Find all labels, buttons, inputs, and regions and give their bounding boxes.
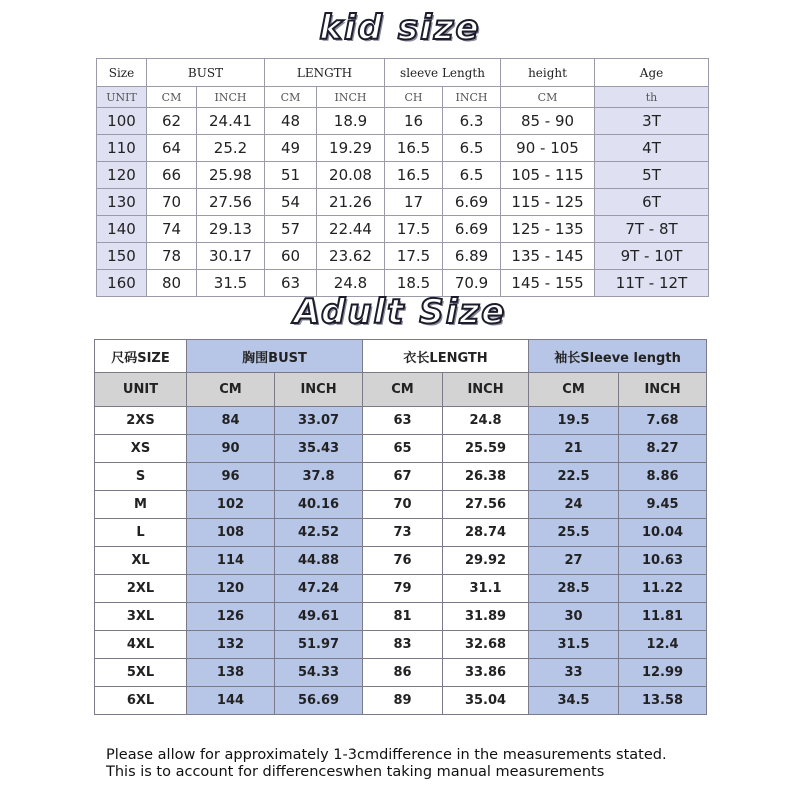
adult-size-row [95,659,707,687]
adult-cell-sleeve-inch: 12.4 [619,631,707,659]
kid-cell-sleeve-cm: 17 [385,189,443,216]
kid-cell-length-inch: 24.8 [317,270,385,297]
adult-cell-bust-cm: 132 [187,631,275,659]
kid-cell-length-cm: 49 [265,135,317,162]
adult-unit-bust-cm: CM [187,373,275,407]
kid-cell-length-cm: 48 [265,108,317,135]
kid-cell-size: 100 [97,108,147,135]
adult-size-row [95,631,707,659]
adult-cell-bust-inch: 51.97 [275,631,363,659]
kid-cell-bust-inch: 30.17 [197,243,265,270]
adult-unit-length-cm: CM [363,373,443,407]
adult-unit-label: UNIT [95,373,187,407]
adult-cell-sleeve-cm: 28.5 [529,575,619,603]
kid-unit-row [97,87,709,108]
kid-cell-size: 120 [97,162,147,189]
adult-cell-length-cm: 79 [363,575,443,603]
adult-unit-row [95,373,707,407]
adult-cell-bust-inch: 49.61 [275,603,363,631]
adult-size-row [95,491,707,519]
kid-header-size: Size [97,59,147,87]
adult-cell-bust-cm: 120 [187,575,275,603]
kid-cell-length-cm: 63 [265,270,317,297]
kid-cell-length-inch: 18.9 [317,108,385,135]
adult-cell-length-inch: 33.86 [443,659,529,687]
adult-cell-length-inch: 29.92 [443,547,529,575]
kid-unit-label: UNIT [97,87,147,108]
kid-cell-sleeve-cm: 17.5 [385,243,443,270]
adult-cell-length-inch: 24.8 [443,407,529,435]
kid-cell-sleeve-cm: 16 [385,108,443,135]
adult-cell-sleeve-inch: 11.81 [619,603,707,631]
adult-header-bust: 胸围BUST [187,340,363,373]
kid-cell-length-inch: 23.62 [317,243,385,270]
kid-unit-length-inch: INCH [317,87,385,108]
adult-header-length: 衣长LENGTH [363,340,529,373]
adult-cell-size: 4XL [95,631,187,659]
kid-cell-height: 105 - 115 [501,162,595,189]
adult-header-row [95,340,707,373]
adult-cell-bust-cm: 144 [187,687,275,715]
adult-unit-sleeve-inch: INCH [619,373,707,407]
kid-cell-bust-inch: 25.98 [197,162,265,189]
adult-cell-sleeve-cm: 31.5 [529,631,619,659]
kid-cell-sleeve-inch: 6.5 [443,162,501,189]
adult-cell-sleeve-cm: 21 [529,435,619,463]
kid-cell-sleeve-inch: 6.3 [443,108,501,135]
kid-unit-sleeve-inch: INCH [443,87,501,108]
adult-size-row [95,687,707,715]
measurement-note-line-1: Please allow for approximately 1-3cmdifference in the measurements stated. [106,747,667,763]
adult-cell-sleeve-cm: 34.5 [529,687,619,715]
adult-size-row [95,519,707,547]
kid-cell-bust-cm: 74 [147,216,197,243]
kid-unit-height: CM [501,87,595,108]
kid-cell-age: 4T [595,135,709,162]
adult-cell-length-cm: 65 [363,435,443,463]
adult-cell-sleeve-cm: 27 [529,547,619,575]
kid-header-height: height [501,59,595,87]
kid-cell-length-cm: 54 [265,189,317,216]
adult-cell-sleeve-inch: 10.04 [619,519,707,547]
kid-cell-height: 90 - 105 [501,135,595,162]
adult-cell-size: 2XS [95,407,187,435]
adult-cell-bust-inch: 54.33 [275,659,363,687]
adult-size-row [95,575,707,603]
adult-cell-bust-cm: 108 [187,519,275,547]
adult-cell-size: S [95,463,187,491]
kid-cell-length-cm: 57 [265,216,317,243]
adult-cell-length-cm: 76 [363,547,443,575]
adult-cell-size: 6XL [95,687,187,715]
kid-size-row [97,135,709,162]
kid-cell-length-cm: 51 [265,162,317,189]
kid-cell-size: 130 [97,189,147,216]
kid-cell-age: 6T [595,189,709,216]
kid-cell-bust-inch: 25.2 [197,135,265,162]
kid-cell-length-cm: 60 [265,243,317,270]
adult-cell-length-inch: 28.74 [443,519,529,547]
adult-cell-size: L [95,519,187,547]
kid-cell-size: 150 [97,243,147,270]
kid-header-length: LENGTH [265,59,385,87]
adult-cell-bust-inch: 47.24 [275,575,363,603]
adult-header-size: 尺码SIZE [95,340,187,373]
adult-cell-bust-cm: 90 [187,435,275,463]
kid-size-row [97,189,709,216]
kid-cell-size: 140 [97,216,147,243]
adult-cell-sleeve-cm: 30 [529,603,619,631]
adult-cell-length-inch: 26.38 [443,463,529,491]
adult-cell-sleeve-inch: 8.86 [619,463,707,491]
adult-cell-bust-inch: 42.52 [275,519,363,547]
adult-cell-sleeve-cm: 24 [529,491,619,519]
adult-cell-length-inch: 27.56 [443,491,529,519]
adult-cell-length-inch: 31.89 [443,603,529,631]
adult-cell-length-cm: 81 [363,603,443,631]
kid-cell-bust-cm: 64 [147,135,197,162]
adult-cell-sleeve-inch: 13.58 [619,687,707,715]
kid-cell-height: 115 - 125 [501,189,595,216]
kid-size-row [97,216,709,243]
measurement-note-line-2: This is to account for differenceswhen taking manual measurements [106,764,605,780]
adult-cell-bust-cm: 126 [187,603,275,631]
adult-cell-sleeve-cm: 25.5 [529,519,619,547]
kid-cell-bust-cm: 80 [147,270,197,297]
kid-cell-age: 9T - 10T [595,243,709,270]
adult-size-title: Adult Size [293,292,507,332]
adult-header-sleeve: 袖长Sleeve length [529,340,707,373]
adult-size-row [95,407,707,435]
adult-cell-bust-inch: 44.88 [275,547,363,575]
kid-size-row [97,243,709,270]
adult-cell-size: XS [95,435,187,463]
adult-cell-length-cm: 86 [363,659,443,687]
adult-cell-size: 3XL [95,603,187,631]
kid-cell-age: 5T [595,162,709,189]
kid-cell-sleeve-inch: 6.5 [443,135,501,162]
adult-cell-length-inch: 35.04 [443,687,529,715]
adult-cell-size: 5XL [95,659,187,687]
adult-cell-length-inch: 32.68 [443,631,529,659]
adult-cell-bust-cm: 84 [187,407,275,435]
adult-unit-length-inch: INCH [443,373,529,407]
adult-unit-sleeve-cm: CM [529,373,619,407]
kid-cell-bust-cm: 62 [147,108,197,135]
kid-cell-length-inch: 19.29 [317,135,385,162]
kid-cell-size: 110 [97,135,147,162]
adult-cell-size: XL [95,547,187,575]
kid-size-row [97,108,709,135]
adult-cell-bust-inch: 33.07 [275,407,363,435]
adult-cell-bust-inch: 56.69 [275,687,363,715]
adult-cell-size: M [95,491,187,519]
kid-cell-age: 3T [595,108,709,135]
adult-cell-sleeve-inch: 10.63 [619,547,707,575]
kid-cell-sleeve-inch: 70.9 [443,270,501,297]
kid-cell-sleeve-cm: 17.5 [385,216,443,243]
adult-cell-bust-cm: 138 [187,659,275,687]
kid-cell-length-inch: 20.08 [317,162,385,189]
adult-cell-length-inch: 31.1 [443,575,529,603]
kid-cell-sleeve-cm: 18.5 [385,270,443,297]
adult-size-row [95,463,707,491]
adult-cell-sleeve-inch: 7.68 [619,407,707,435]
adult-cell-length-cm: 63 [363,407,443,435]
kid-unit-age: th [595,87,709,108]
kid-cell-size: 160 [97,270,147,297]
kid-unit-sleeve-cm: CH [385,87,443,108]
adult-cell-length-cm: 83 [363,631,443,659]
kid-cell-height: 85 - 90 [501,108,595,135]
kid-cell-bust-inch: 29.13 [197,216,265,243]
kid-cell-height: 135 - 145 [501,243,595,270]
adult-cell-size: 2XL [95,575,187,603]
kid-cell-bust-inch: 24.41 [197,108,265,135]
adult-cell-sleeve-cm: 22.5 [529,463,619,491]
kid-cell-sleeve-inch: 6.69 [443,216,501,243]
kid-header-age: Age [595,59,709,87]
adult-cell-sleeve-inch: 11.22 [619,575,707,603]
kid-unit-bust-cm: CM [147,87,197,108]
adult-size-table [94,339,707,715]
kid-cell-sleeve-cm: 16.5 [385,135,443,162]
adult-cell-bust-inch: 40.16 [275,491,363,519]
adult-cell-sleeve-inch: 12.99 [619,659,707,687]
adult-cell-sleeve-cm: 33 [529,659,619,687]
kid-cell-height: 145 - 155 [501,270,595,297]
adult-unit-bust-inch: INCH [275,373,363,407]
adult-cell-length-inch: 25.59 [443,435,529,463]
adult-cell-length-cm: 73 [363,519,443,547]
kid-size-table [96,58,709,297]
kid-header-sleeve: sleeve Length [385,59,501,87]
adult-size-row [95,547,707,575]
adult-cell-bust-cm: 114 [187,547,275,575]
kid-size-title: kid size [319,8,481,48]
kid-cell-age: 7T - 8T [595,216,709,243]
kid-cell-bust-inch: 31.5 [197,270,265,297]
kid-unit-length-cm: CM [265,87,317,108]
adult-cell-bust-cm: 96 [187,463,275,491]
adult-cell-sleeve-inch: 9.45 [619,491,707,519]
adult-cell-sleeve-inch: 8.27 [619,435,707,463]
kid-cell-bust-inch: 27.56 [197,189,265,216]
adult-cell-bust-cm: 102 [187,491,275,519]
kid-cell-bust-cm: 78 [147,243,197,270]
adult-cell-bust-inch: 37.8 [275,463,363,491]
kid-cell-length-inch: 22.44 [317,216,385,243]
kid-cell-bust-cm: 70 [147,189,197,216]
kid-cell-height: 125 - 135 [501,216,595,243]
kid-cell-bust-cm: 66 [147,162,197,189]
adult-cell-length-cm: 70 [363,491,443,519]
adult-cell-length-cm: 89 [363,687,443,715]
adult-size-row [95,603,707,631]
adult-cell-bust-inch: 35.43 [275,435,363,463]
kid-header-bust: BUST [147,59,265,87]
adult-size-row [95,435,707,463]
kid-size-row [97,162,709,189]
kid-cell-sleeve-inch: 6.89 [443,243,501,270]
kid-cell-sleeve-cm: 16.5 [385,162,443,189]
kid-cell-age: 11T - 12T [595,270,709,297]
kid-cell-length-inch: 21.26 [317,189,385,216]
kid-header-row [97,59,709,87]
kid-cell-sleeve-inch: 6.69 [443,189,501,216]
adult-cell-sleeve-cm: 19.5 [529,407,619,435]
kid-unit-bust-inch: INCH [197,87,265,108]
adult-cell-length-cm: 67 [363,463,443,491]
